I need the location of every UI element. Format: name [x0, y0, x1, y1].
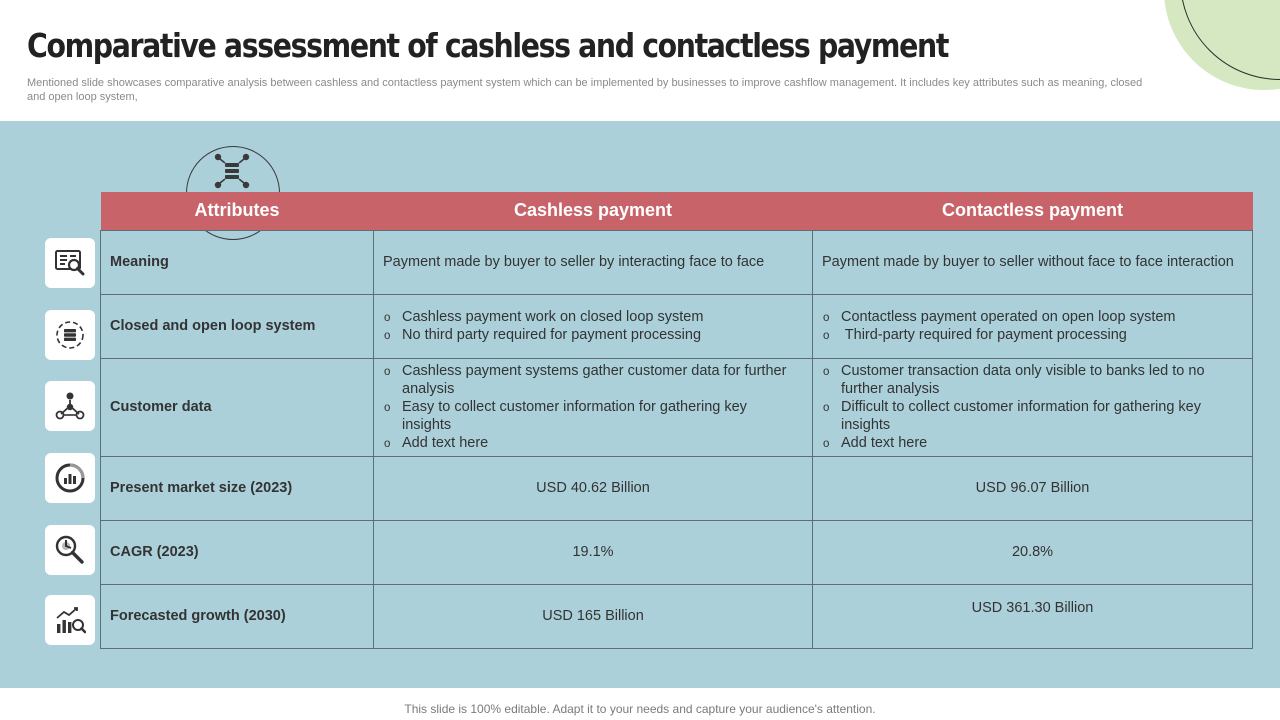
market-size-icon-box [45, 453, 95, 503]
page-title: Comparative assessment of cashless and contactless payment [27, 26, 949, 65]
attribute-cell: Customer data [101, 358, 374, 456]
bullet-item: o Add text here [822, 434, 1230, 452]
table-row [101, 456, 1253, 520]
header-cashless: Cashless payment [374, 192, 813, 230]
table-row [101, 520, 1253, 584]
attribute-cell: Closed and open loop system [101, 294, 374, 358]
bullet-item: o Add text here [383, 434, 798, 452]
growth-chart-icon [54, 604, 86, 636]
table-row [101, 584, 1253, 648]
bullet-item: o Difficult to collect customer information for gathering key insights [822, 398, 1230, 434]
cashless-cell [374, 294, 813, 358]
magnifier-analysis-icon [54, 534, 86, 566]
contactless-cell: 20.8% [813, 520, 1253, 584]
contactless-cell: USD 96.07 Billion [813, 456, 1253, 520]
user-network-icon [54, 390, 86, 422]
attribute-cell: Present market size (2023) [101, 456, 374, 520]
table-row [101, 230, 1253, 294]
forecast-icon-box [45, 595, 95, 645]
page-subtitle: Mentioned slide showcases comparative analysis between cashless and contactless payment system which can be implemented by businesses to improve cashflow management. It includes key attributes such as meaning, closed and open loop system, [27, 77, 1143, 103]
bullet-item: o Contactless payment operated on open loop system [822, 308, 1252, 326]
header-attributes: Attributes [101, 192, 374, 230]
header-contactless: Contactless payment [813, 192, 1253, 230]
table-row [101, 358, 1253, 456]
bullet-item: o Customer transaction data only visible to banks led to no further analysis [822, 362, 1230, 398]
bullet-item: o Third-party required for payment processing [822, 326, 1252, 344]
network-hub-icon [212, 152, 252, 192]
cashless-cell: 19.1% [374, 520, 813, 584]
cashless-cell [374, 358, 813, 456]
attribute-cell: Forecasted growth (2030) [101, 584, 374, 648]
contactless-cell [813, 358, 1253, 456]
cashless-cell: Payment made by buyer to seller by interacting face to face [374, 230, 813, 294]
contactless-cell [813, 294, 1253, 358]
footer-note: This slide is 100% editable. Adapt it to your needs and capture your audience's attention. [404, 702, 876, 716]
contactless-cell: Payment made by buyer to seller without face to face interaction [813, 230, 1253, 294]
market-chart-icon [54, 462, 86, 494]
table-row [101, 294, 1253, 358]
report-search-icon [54, 247, 86, 279]
cashless-cell: USD 165 Billion [374, 584, 813, 648]
bullet-item: o No third party required for payment processing [383, 326, 812, 344]
customer-data-icon-box [45, 381, 95, 431]
table-header-row [101, 192, 1253, 230]
attribute-cell: CAGR (2023) [101, 520, 374, 584]
attribute-cell: Meaning [101, 230, 374, 294]
contactless-cell: USD 361.30 Billion [813, 584, 1253, 648]
comparison-table [100, 192, 1253, 649]
bullet-item: o Easy to collect customer information for gathering key insights [383, 398, 798, 434]
server-cycle-icon [54, 319, 86, 351]
cagr-icon-box [45, 525, 95, 575]
meaning-icon-box [45, 238, 95, 288]
loop-system-icon-box [45, 310, 95, 360]
cashless-cell: USD 40.62 Billion [374, 456, 813, 520]
bullet-item: o Cashless payment systems gather customer data for further analysis [383, 362, 798, 398]
bullet-item: o Cashless payment work on closed loop system [383, 308, 812, 326]
